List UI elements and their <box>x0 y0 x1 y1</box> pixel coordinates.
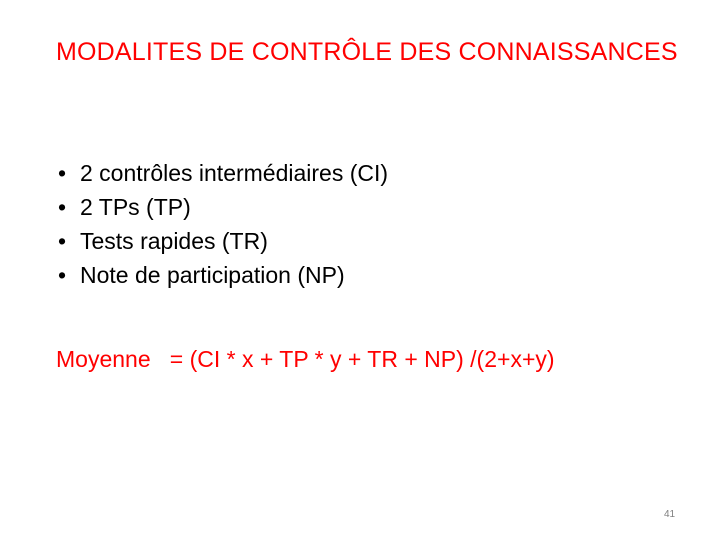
page-number: 41 <box>664 509 676 520</box>
bullet-marker: • <box>58 262 67 288</box>
bullet-text: 2 contrôles intermédiaires (CI) <box>80 160 389 186</box>
slide-title: MODALITES DE CONTRÔLE DES CONNAISSANCES <box>56 38 678 66</box>
bullet-marker: • <box>58 160 67 186</box>
bullet-text: Note de participation (NP) <box>80 262 345 288</box>
list-item <box>58 156 388 190</box>
bullet-text: 2 TPs (TP) <box>80 194 191 220</box>
bullet-text: Tests rapides (TR) <box>80 228 268 254</box>
grading-formula: Moyenne = (CI * x + TP * y + TR + NP) /(2+x+y) <box>56 346 555 372</box>
bullet-list <box>58 156 388 292</box>
list-item <box>58 224 388 258</box>
list-item <box>58 190 388 224</box>
bullet-marker: • <box>58 228 67 254</box>
bullet-marker: • <box>58 194 67 220</box>
list-item <box>58 258 388 292</box>
